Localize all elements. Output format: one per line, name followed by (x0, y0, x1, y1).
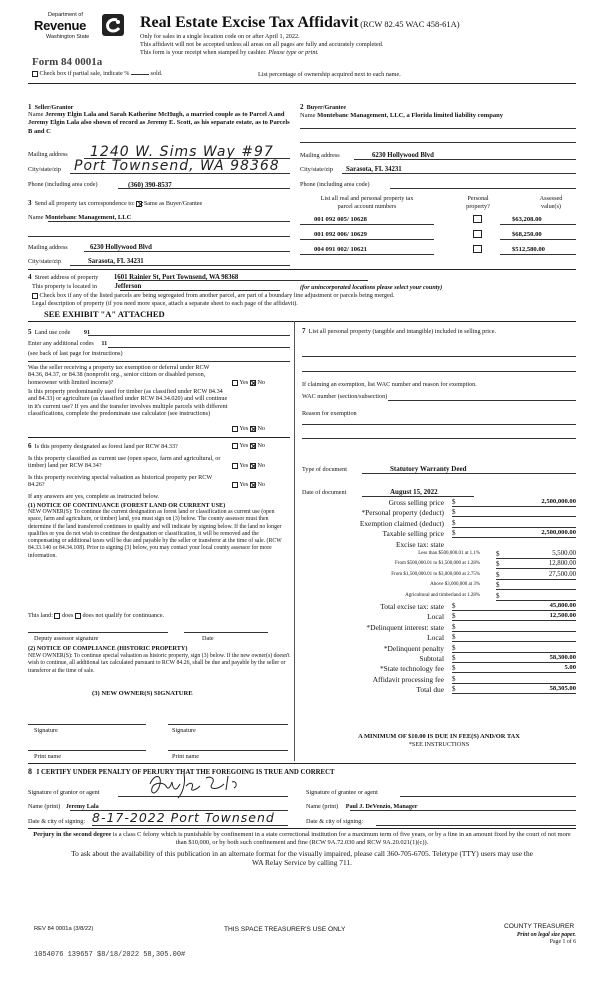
tax-value[interactable]: 45,800.00 (549, 602, 576, 609)
segregated-checkbox[interactable] (32, 293, 38, 299)
notice-continuance-heading: (1) NOTICE OF CONTINUANCE (FOREST LAND OR CURRENT USE) (28, 502, 226, 509)
legal-desc-label: Legal description of property (if you need more space, attach a separate sheet to each page of the affidavit). (32, 300, 298, 307)
revenue-swoosh-icon (102, 14, 124, 36)
logo-dept: Department of (48, 12, 83, 18)
yes-checkbox[interactable] (232, 380, 238, 386)
tax-row (302, 580, 576, 590)
tax-label: *Personal property (deduct) (361, 508, 444, 518)
parcel-header: List all real and personal property tax parcel account numbers (320, 195, 414, 210)
grantor-date-label: Date & city of signing: (28, 818, 86, 825)
buyer-mail-field[interactable]: 6230 Hollywood Blvd (372, 152, 434, 159)
parcel-row (300, 214, 576, 228)
owner-print-label: Print name (34, 753, 61, 760)
land-use-field[interactable]: 91 (83, 329, 91, 336)
tax-value[interactable]: 27,500.00 (548, 570, 576, 578)
assessed-value[interactable]: $512,580.00 (512, 246, 545, 253)
form-title: Real Estate Excise Tax Affidavit (RCW 82.45 WAC 458-61A) (140, 14, 460, 31)
parcel-number[interactable]: 001 092 006/ 10629 (314, 231, 367, 238)
tax-label: *State technology fee (379, 664, 444, 674)
dollar-sign: $ (452, 654, 456, 662)
tax-label: Taxable selling price (382, 529, 444, 539)
personal-property-question: 7 List all personal property (tangible and intangible) included in selling price. (302, 327, 497, 335)
tax-label: Exemption claimed (deduct) (359, 518, 444, 528)
tax-value[interactable]: 5,500.00 (552, 550, 576, 557)
no-checkbox[interactable] (250, 463, 256, 469)
seller-mail-label: Mailing address (28, 151, 68, 158)
timber-question: Is this property predominantly used for timber (as classified under RCW 84.34 and 84.33) or agriculture (as classified under RCW 84.34.020) and will continue in it's current use? If yes and the transfer involves multiple parcels with different classifications, complete the predominate use calculator (see instructions) (28, 388, 228, 418)
dollar-sign: $ (452, 498, 456, 506)
same-as-buyer-checkbox[interactable] (136, 201, 142, 207)
owner-print-label-2: Print name (172, 753, 199, 760)
partial-sale-checkbox[interactable] (32, 71, 38, 77)
additional-codes-row: Enter any additional codes 11 (28, 340, 108, 347)
logo-state: Washington State (46, 34, 90, 40)
assessed-header: Assessed value(s) (539, 195, 563, 210)
segregated-row: Check box if any of the listed parcels are being segregated from another parcel, are part of a boundary line adjustment or parcels being merged. (32, 292, 394, 299)
seller-city-field[interactable]: Port Townsend, WA 98368 (74, 158, 280, 174)
receipt-stamp: 1054076 139657 $8/18/2022 58,305.00# (34, 951, 186, 959)
tax-row (302, 497, 576, 507)
partial-sale-row: Check box if partial sale, indicate % sold. (32, 70, 162, 77)
tax-row (302, 528, 576, 538)
tax-label: Agricultural and timberland at 1.28% (405, 592, 480, 598)
dollar-sign: $ (496, 581, 500, 590)
grantee-sig-label: Signature of grantee or agent (306, 789, 378, 796)
form-number: Form 84 0001a (32, 56, 103, 68)
doc-date-field[interactable]: August 15, 2022 (390, 488, 438, 496)
assessed-value[interactable]: $63,208.00 (512, 216, 542, 223)
buyer-name: Name Montebanc Management, LLC, a Florida limited liability company (300, 112, 503, 119)
historic-yes-no: Yes No (232, 481, 265, 488)
seller-name: Name Jeremy Elgin Lala and Sarah Katherine McHugh, a married couple as to Parcel A and Jeremy Elgin Lala also shown of record as Jeremy E. Scott, as his separate estate, as to Parcels B and C (28, 111, 290, 135)
corr-name: Name Montebanc Management, LLC (28, 214, 132, 221)
tax-row (302, 507, 576, 517)
personal-property-checkbox[interactable] (473, 215, 482, 223)
dollar-sign: $ (452, 508, 456, 517)
assessed-value[interactable]: $68,250.00 (512, 231, 542, 238)
county-row: This property is located in Jefferson (32, 283, 142, 290)
yes-checkbox[interactable] (232, 482, 238, 488)
notice-compliance-text: NEW OWNER(S): To continue special valuation as historic property, sign (3) below. If the new owner(s) doesn't wish to continue, all additional tax calculated pursuant to RCW 84.26, shall be due and payable by the seller or transferor at the time of sale. (28, 653, 290, 674)
tax-value[interactable]: 5.00 (564, 664, 576, 672)
exemption-claim-label: If claiming an exemption, list WAC number and reason for exemption. (302, 381, 477, 388)
tax-label: Total due (416, 685, 444, 695)
corr-mail-field[interactable]: 6230 Hollywood Blvd (90, 244, 152, 251)
legal-size-note: Print on legal size paper. (516, 932, 576, 938)
seller-phone-field[interactable]: (360) 390-8537 (128, 181, 172, 189)
tax-label: Total excise tax: state (380, 602, 444, 611)
parcel-row (300, 229, 576, 243)
tax-row (302, 601, 576, 611)
yes-checkbox[interactable] (232, 443, 238, 449)
corr-city-field[interactable]: Sarasota, FL 34231 (88, 258, 144, 265)
seller-city-label: City/state/zip (28, 166, 61, 173)
tax-row (302, 643, 576, 653)
current-use-yes-no: Yes No (232, 462, 265, 469)
minimum-note: A MINIMUM OF $10.00 IS DUE IN FEE(S) AND/OR TAX (358, 733, 520, 740)
land-use-row: 5 Land use code 91 (28, 328, 91, 336)
tax-label: Excise tax: state (395, 539, 444, 549)
forest-question: 6 Is this property designated as forest land per RCW 84.33? (28, 442, 178, 450)
historic-question: Is this property receiving special valuation as historical property per RCW 84.26? (28, 474, 213, 489)
legal-desc-field[interactable]: SEE EXHIBIT "A" ATTACHED (44, 309, 165, 319)
dollar-sign: $ (452, 643, 456, 652)
yes-checkbox[interactable] (232, 426, 238, 432)
personal-property-checkbox[interactable] (473, 230, 482, 238)
tax-row (302, 559, 576, 569)
parcel-number[interactable]: 004 091 002/ 10621 (314, 246, 367, 253)
does-checkbox[interactable] (54, 613, 60, 619)
grantor-name-field[interactable]: Jeremy Lala (65, 803, 99, 810)
tax-row (302, 622, 576, 632)
subtitle-3: This form is your receipt when stamped by cashier. Please type or print. (140, 49, 319, 56)
dollar-sign: $ (452, 685, 456, 694)
dollar-sign: $ (452, 518, 456, 527)
certify-heading: 8 I CERTIFY UNDER PENALTY OF PERJURY THAT THE FOREGOING IS TRUE AND CORRECT (28, 767, 335, 776)
see-instructions: (see back of last page for instructions) (28, 350, 123, 357)
deputy-sig-label: Deputy assessor signature (34, 635, 99, 642)
column-divider (294, 321, 295, 761)
corr-city-label: City/state/zip (28, 258, 61, 265)
dollar-sign: $ (496, 560, 500, 569)
dollar-sign: $ (452, 622, 456, 631)
grantee-name-field[interactable]: Paul J. DeVenzio, Manager (345, 803, 418, 810)
tax-row (302, 663, 576, 673)
buyer-mail-label: Mailing address (300, 152, 340, 159)
tax-label: Above $3,000,000 at 3% (430, 582, 480, 588)
subtitle-1: Only for sales in a single location code on or after April 1, 2022. (140, 33, 300, 40)
grantee-name-row: Name (print) Paul J. DeVenzio, Manager (306, 803, 418, 810)
current-use-question: Is this property classified as current use (open space, farm and agricultural, or timber) land per RCW 84.34? (28, 455, 221, 470)
alt-format-notice: To ask about the availability of this publication in an alternate format for the visually impaired, please call 360-705-6705. Teletype (TTY) users may use the WA Relay Service by calling 711. (71, 849, 533, 868)
buyer-phone-label: Phone (including area code) (300, 181, 370, 188)
doc-type-field[interactable]: Statutory Warranty Deed (390, 465, 467, 473)
dollar-sign: $ (452, 602, 456, 610)
parcel-number[interactable]: 001 092 005/ 10628 (314, 216, 367, 223)
tax-value[interactable]: 58,300.00 (549, 654, 576, 661)
owner-sig-label-2: Signature (172, 727, 196, 734)
dollar-sign: $ (452, 529, 456, 538)
timber-yes-no: Yes No (232, 425, 265, 432)
subtitle-2: This affidavit will not be accepted unless all areas on all pages are fully and accurately completed. (140, 41, 384, 48)
if-yes-note: If any answers are yes, complete as instructed below. (28, 493, 160, 500)
buyer-heading: 2 Buyer/Grantee (300, 103, 347, 111)
buyer-city-field[interactable]: Sarasota, FL 34231 (346, 166, 402, 173)
dollar-sign: $ (496, 591, 500, 600)
dollar-sign: $ (496, 550, 500, 558)
tax-label: Affidavit processing fee (372, 674, 444, 684)
tax-label: *Delinquent penalty (383, 643, 444, 653)
grantor-sig-label: Signature of grantor or agent (28, 789, 100, 796)
tax-row (302, 674, 576, 684)
tax-value[interactable]: 2,500,000.00 (541, 529, 576, 537)
tax-row (302, 539, 576, 549)
personal-property-checkbox[interactable] (473, 245, 482, 253)
no-checkbox[interactable] (250, 426, 256, 432)
tax-label: From $500,000.01 to $1,500,000 at 1.28% (395, 561, 480, 567)
seller-mail-field[interactable]: 1240 W. Sims Way #97 (90, 144, 274, 160)
tax-value[interactable]: 12,800.00 (548, 560, 576, 568)
deputy-date-label: Date (202, 635, 214, 642)
doc-type-label: Type of document (302, 466, 347, 473)
no-checkbox[interactable] (250, 380, 256, 386)
dollar-sign: $ (452, 612, 456, 621)
personal-header: Personal property? (466, 195, 490, 210)
no-checkbox[interactable] (250, 443, 256, 449)
additional-codes-field[interactable]: 11 (101, 340, 108, 347)
logo-revenue: Revenue (34, 18, 87, 33)
rev-code: REV 84 0001a (3/8/22) (34, 926, 94, 932)
tax-row (302, 549, 576, 559)
owner-sig-heading: (3) NEW OWNER(S) SIGNATURE (92, 690, 193, 697)
uninc-note: (for unincorporated locations please select your county) (300, 284, 443, 291)
see-instructions-note: *SEE INSTRUCTIONS (408, 741, 470, 748)
seller-phone-label: Phone (including area code) (28, 181, 98, 188)
dollar-sign: $ (452, 633, 456, 642)
forest-yes-no: Yes No (232, 442, 265, 449)
tax-row (302, 570, 576, 580)
does-not-checkbox[interactable] (75, 613, 81, 619)
notice-compliance-heading: (2) NOTICE OF COMPLIANCE (HISTORIC PROPERTY) (28, 645, 188, 652)
tax-row (302, 518, 576, 528)
continuance-row: This land: does does not qualify for continuance. (28, 612, 165, 619)
tax-label: From $1,500,000.01 to $3,000,000 at 2.75% (391, 571, 480, 577)
tax-value[interactable]: 2,500,000.00 (541, 498, 576, 505)
dollar-sign: $ (452, 664, 456, 673)
corr-mail-label: Mailing address (28, 244, 68, 251)
tax-row (302, 611, 576, 621)
doc-date-label: Date of document (302, 489, 347, 496)
treasurer-use: THIS SPACE TREASURER'S USE ONLY (224, 926, 346, 933)
yes-checkbox[interactable] (232, 463, 238, 469)
county-treasurer: COUNTY TREASURER (504, 923, 575, 930)
seller-heading: 1 Seller/Grantor (28, 103, 74, 111)
exemption-yes-no: Yes No (232, 379, 265, 386)
tax-label: Less than $500,000.01 at 1.1% (418, 551, 480, 556)
tax-row (302, 591, 576, 601)
page-number: Page 1 of 6 (549, 939, 576, 945)
no-checkbox[interactable] (250, 482, 256, 488)
parcel-row (300, 244, 576, 258)
tax-label: Gross selling price (388, 498, 444, 507)
ownership-note: List percentage of ownership acquired next to each name. (258, 71, 401, 78)
county-field[interactable]: Jefferson (114, 283, 142, 290)
perjury-notice: Perjury in the second degree is a class C felony which is punishable by confinement in a state correctional institution for a maximum term of five years, or by a fine in an amount fixed by the court of not more than $10,000, or by both such confinement and fine (RCW 9A.72.030 and RCW 9A.20.021(1)(c)). (33, 831, 571, 846)
street-address-row: 4 Street address of property 1601 Rainier St, Port Townsend, WA 98368 (28, 273, 239, 281)
dollar-sign: $ (496, 570, 500, 579)
tax-row (302, 632, 576, 642)
tax-label: Local (427, 633, 444, 643)
grantor-name-row: Name (print) Jeremy Lala (28, 803, 99, 810)
tax-value[interactable]: 58,305.00 (549, 685, 576, 693)
wac-label: WAC number (section/subsection) (302, 393, 388, 400)
tax-row (302, 684, 576, 694)
buyer-city-label: City/state/zip (300, 166, 333, 173)
street-address-field[interactable]: 1601 Rainier St, Port Townsend, WA 98368 (113, 274, 239, 281)
corr-heading: 3 Send all property tax correspondence to: Same as Buyer/Grantee (28, 199, 203, 207)
dollar-sign: $ (452, 674, 456, 683)
notice-continuance-text: NEW OWNER(S): To continue the current designation as forest land or classification as current use (open space, farm and agriculture, or timber) land, you must sign on (3) below. The county assessor must then determine if the land transferred continues to qualify and will indicate by signing below. If the land no longer qualifies or you do not wish to continue the designation or classification, it will be removed and the compensating or additional taxes will be due and payable by the seller or transferor at the time of sale. (RCW 84.33.140 or 84.34.108). Prior to signing (3) below, you may contact your local county assessor for more information. (28, 509, 282, 559)
owner-sig-label: Signature (34, 727, 58, 734)
tax-row (302, 653, 576, 663)
grantor-date-field[interactable]: 8-17-2022 Port Townsend (92, 810, 275, 825)
grantee-date-label: Date & city of signing: (306, 818, 364, 825)
tax-label: *Delinquent interest: state (366, 622, 444, 632)
reason-label: Reason for exemption (302, 410, 357, 417)
revenue-logo (28, 10, 126, 58)
exemption-question: Was the seller receiving a property tax exemption or deferral under RCW 84.36, 84.37, or 84.38 (nonprofit org., senior citizen or disabled person, homeowner with limited income)? (28, 364, 210, 386)
tax-label: Subtotal (419, 654, 444, 663)
tax-label: Local (427, 612, 444, 622)
tax-value[interactable]: 12,500.00 (549, 612, 576, 620)
